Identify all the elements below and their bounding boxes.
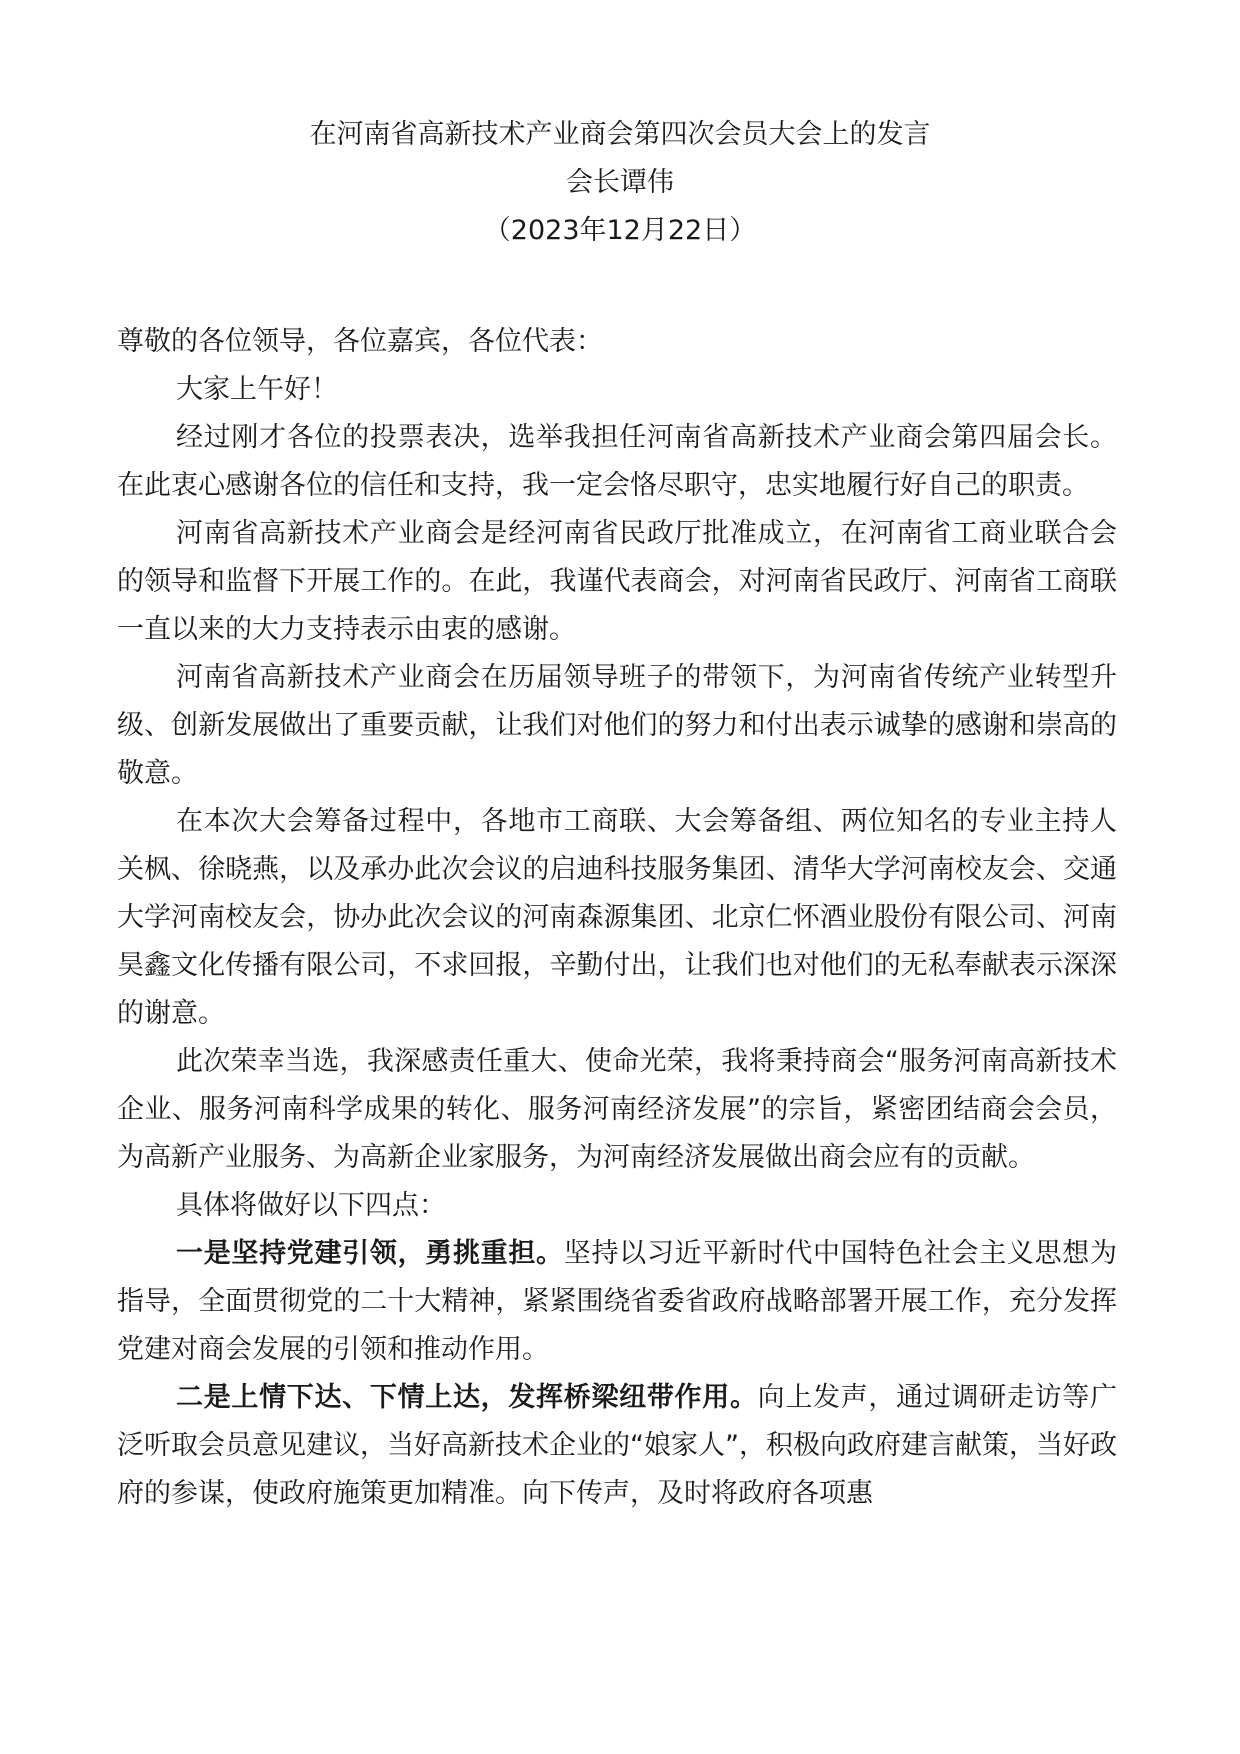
point-one-heading: 一是坚持党建引领，勇挑重担。 [176, 1238, 564, 1269]
paragraph-election: 经过刚才各位的投票表决，选举我担任河南省高新技术产业商会第四届会长。在此衷心感谢各位的信任和支持，我一定会恪尽职守，忠实地履行好自己的职责。 [117, 422, 1117, 501]
paragraph-four-points-intro: 具体将做好以下四点： [176, 1190, 446, 1221]
point-two-heading: 二是上情下达、下情上达，发挥桥梁纽带作用。 [176, 1382, 758, 1413]
speech-title: 在河南省高新技术产业商会第四次会员大会上的发言 [309, 119, 931, 150]
paragraph-point-one [117, 1230, 1117, 1374]
salutation: 尊敬的各位领导，各位嘉宾，各位代表： [117, 326, 603, 357]
document-header [0, 116, 1240, 260]
paragraph-point-two [117, 1374, 1117, 1518]
paragraph-gratitude-authorities: 河南省高新技术产业商会是经河南省民政厅批准成立，在河南省工商业联合会的领导和监督下开展工作的。在此，我谨代表商会，对河南省民政厅、河南省工商联一直以来的大力支持表示由衷的感谢。 [117, 518, 1117, 645]
paragraph-commitment: 此次荣幸当选，我深感责任重大、使命光荣，我将秉持商会“服务河南高新技术企业、服务河南科学成果的转化、服务河南经济发展”的宗旨，紧密团结商会会员，为高新产业服务、为高新企业家服务，为河南经济发展做出商会应有的贡献。 [117, 1046, 1117, 1173]
greeting: 大家上午好！ [176, 374, 338, 405]
paragraph-acknowledgements: 在本次大会筹备过程中，各地市工商联、大会筹备组、两位知名的专业主持人关枫、徐晓燕，以及承办此次会议的启迪科技服务集团、清华大学河南校友会、交通大学河南校友会，协办此次会议的河南森源集团、北京仁怀酒业股份有限公司、河南昊鑫文化传播有限公司，不求回报，辛勤付出，让我们也对他们的无私奉献表示深深的谢意。 [117, 806, 1117, 1029]
speech-body [117, 318, 1117, 1518]
speaker-line: 会长谭伟 [566, 167, 674, 198]
point-one-text: 坚持以习近平新时代中国特色社会主义思想为指导，全面贯彻党的二十大精神，紧紧围绕省委省政府战略部署开展工作，充分发挥党建对商会发展的引领和推动作用。 [117, 1238, 1118, 1365]
speech-date: （2023年12月22日） [483, 215, 757, 246]
point-two-text: 向上发声，通过调研走访等广泛听取会员意见建议，当好高新技术企业的“娘家人”，积极向政府建言献策，当好政府的参谋，使政府施策更加精准。向下传声，及时将政府各项惠 [117, 1382, 1118, 1509]
paragraph-previous-leadership: 河南省高新技术产业商会在历届领导班子的带领下，为河南省传统产业转型升级、创新发展做出了重要贡献，让我们对他们的努力和付出表示诚挚的感谢和崇高的敬意。 [117, 662, 1117, 789]
